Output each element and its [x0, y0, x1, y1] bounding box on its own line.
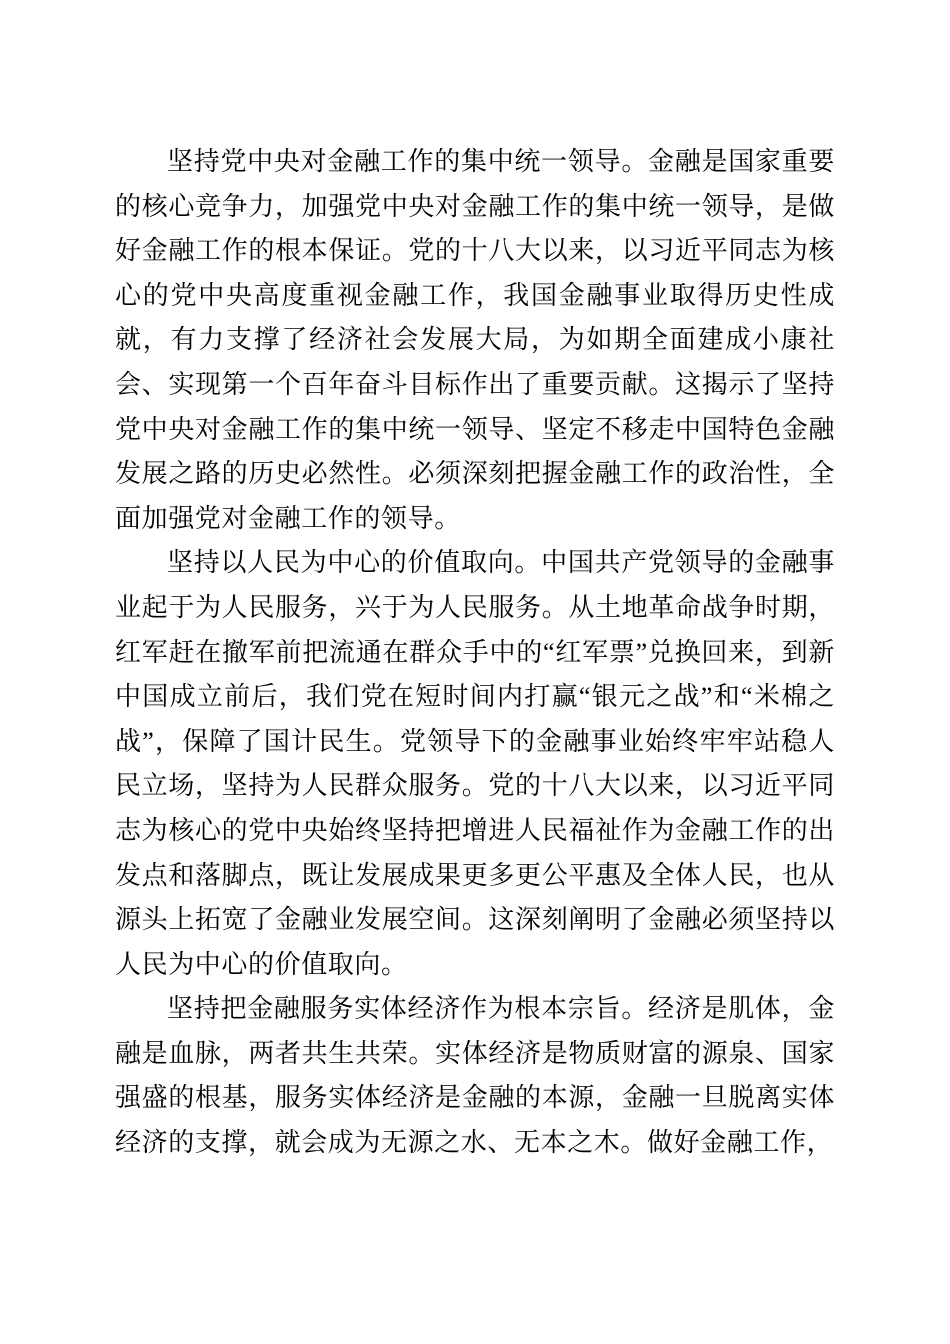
paragraph-people-centered-values: 坚持以人民为中心的价值取向。中国共产党领导的金融事业起于为人民服务，兴于为人民服务。从土地革命战争时期，红军赶在撤军前把流通在群众手中的“红军票”兑换回来，到新中国成立前后，我们党在短时间内打赢“银元之战”和“米棉之战”，保障了国计民生。党领导下的金融事业始终牢牢站稳人民立场，坚持为人民群众服务。党的十八大以来，以习近平同志为核心的党中央始终坚持把增进人民福祉作为金融工作的出发点和落脚点，既让发展成果更多更公平惠及全体人民，也从源头上拓宽了金融业发展空间。这深刻阐明了金融必须坚持以人民为中心的价值取向。: [115, 548, 835, 979]
paragraph-party-leadership: 坚持党中央对金融工作的集中统一领导。金融是国家重要的核心竞争力，加强党中央对金融工作的集中统一领导，是做好金融工作的根本保证。党的十八大以来，以习近平同志为核心的党中央高度重视金融工作，我国金融事业取得历史性成就，有力支撑了经济社会发展大局，为如期全面建成小康社会、实现第一个百年奋斗目标作出了重要贡献。这揭示了坚持党中央对金融工作的集中统一领导、坚定不移走中国特色金融发展之路的历史必然性。必须深刻把握金融工作的政治性，全面加强党对金融工作的领导。: [115, 147, 835, 533]
paragraph-serving-real-economy: 坚持把金融服务实体经济作为根本宗旨。经济是肌体，金融是血脉，两者共生共荣。实体经济是物质财富的源泉、国家强盛的根基，服务实体经济是金融的本源，金融一旦脱离实体经济的支撑，就会成为无源之水、无本之木。做好金融工作，: [115, 994, 835, 1158]
